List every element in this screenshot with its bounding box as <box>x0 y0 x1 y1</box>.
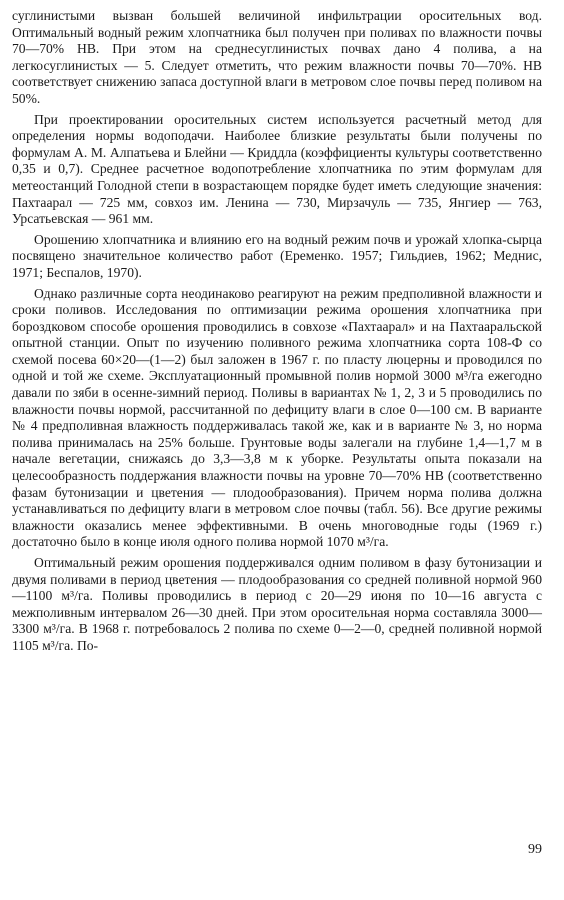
paragraph-2: При проектировании оросительных систем используется расчетный метод для определения нормы водоподачи. Наиболее близкие результаты были получены по формулам А. М. Алпатьева и Блейни — Криддла (коэффициенты культуры соответственно 0,35 и 0,7). Среднее расчетное водопотребление хлопчатника по этим формулам для метеостанций Голодной степи в возрастающем порядке будет иметь следующие значения: Пахтаарал — 725 мм, совхоз им. Ленина — 730, Мирзачуль — 735, Янгиер — 763, Урсатьевская — 961 мм. <box>12 111 542 227</box>
page-number: 99 <box>528 842 542 857</box>
paragraph-4: Однако различные сорта неодинаково реагируют на режим предполивной влажности и сроки поливов. Исследования по оптимизации режима орошения хлопчатника при бороздковом способе орошения проводились в совхозе «Пахтаарал» и на Пахтааральской опытной станции. Опыт по изучению поливного режима хлопчатника сорта 108-Ф со схемой посева 60×20—(1—2) был заложен в 1967 г. по пласту люцерны и проводился по одной и той же схеме. Эксплуатационный промывной полив нормой 3000 м³/га ежегодно давали по зяби в осенне-зимний период. Поливы в вариантах № 1, 2, 3 и 5 проводились по влажности почвы нормой, рассчитанной по дефициту влаги в слое 0—100 см. В варианте № 4 предполивная влажность поддерживалась такой же, как и в варианте № 3, но норма полива принималась на 25% больше. Грунтовые воды залегали на глубине 1,4—1,7 м в начале вегетации, снижаясь до 3,3—3,8 м к уборке. Результаты опыта показали на целесообразность поддержания влажности почвы на уровне 70—70% НВ (соответственно фазам бутонизации и цветения — плодообразования). Причем норма полива должна устанавливаться по дефициту влаги в метровом слое почвы (табл. 56). Все другие режимы влажности оказались менее эффективными. В очень многоводные годы (1969 г.) достаточно было в конце июля одного полива нормой 1070 м³/га. <box>12 285 542 550</box>
paragraph-3: Орошению хлопчатника и влиянию его на водный режим почв и урожай хлопка-сырца посвящено значительное количество работ (Еременко. 1957; Гильдиев, 1962; Меднис, 1971; Беспалов, 1970). <box>12 231 542 280</box>
paragraph-1: суглинистыми вызван большей величиной инфильтрации оросительных вод. Оптимальный водный режим хлопчатника был получен при поливах по влажности почвы 70—70% НВ. При этом на среднесуглинистых почвах дано 4 полива, а на легкосуглинистых — 5. Следует отметить, что режим влажности почвы 70—70%. НВ соответствует снижению запаса доступной влаги в метровом слое почвы перед поливом на 50%. <box>12 8 542 106</box>
paragraph-5: Оптимальный режим орошения поддерживался одним поливом в фазу бутонизации и двумя поливами в период цветения — плодообразования со средней поливной нормой 960—1100 м³/га. Поливы проводились в период с 20—29 июня по 10—16 августа с межполивным интервалом 26—30 дней. При этом оросительная норма составляла 3000—3300 м³/га. В 1968 г. потребовалось 2 полива по схеме 0—2—0, средней поливной нормой 1105 м³/га. По- <box>12 555 542 653</box>
document-page <box>12 8 542 892</box>
